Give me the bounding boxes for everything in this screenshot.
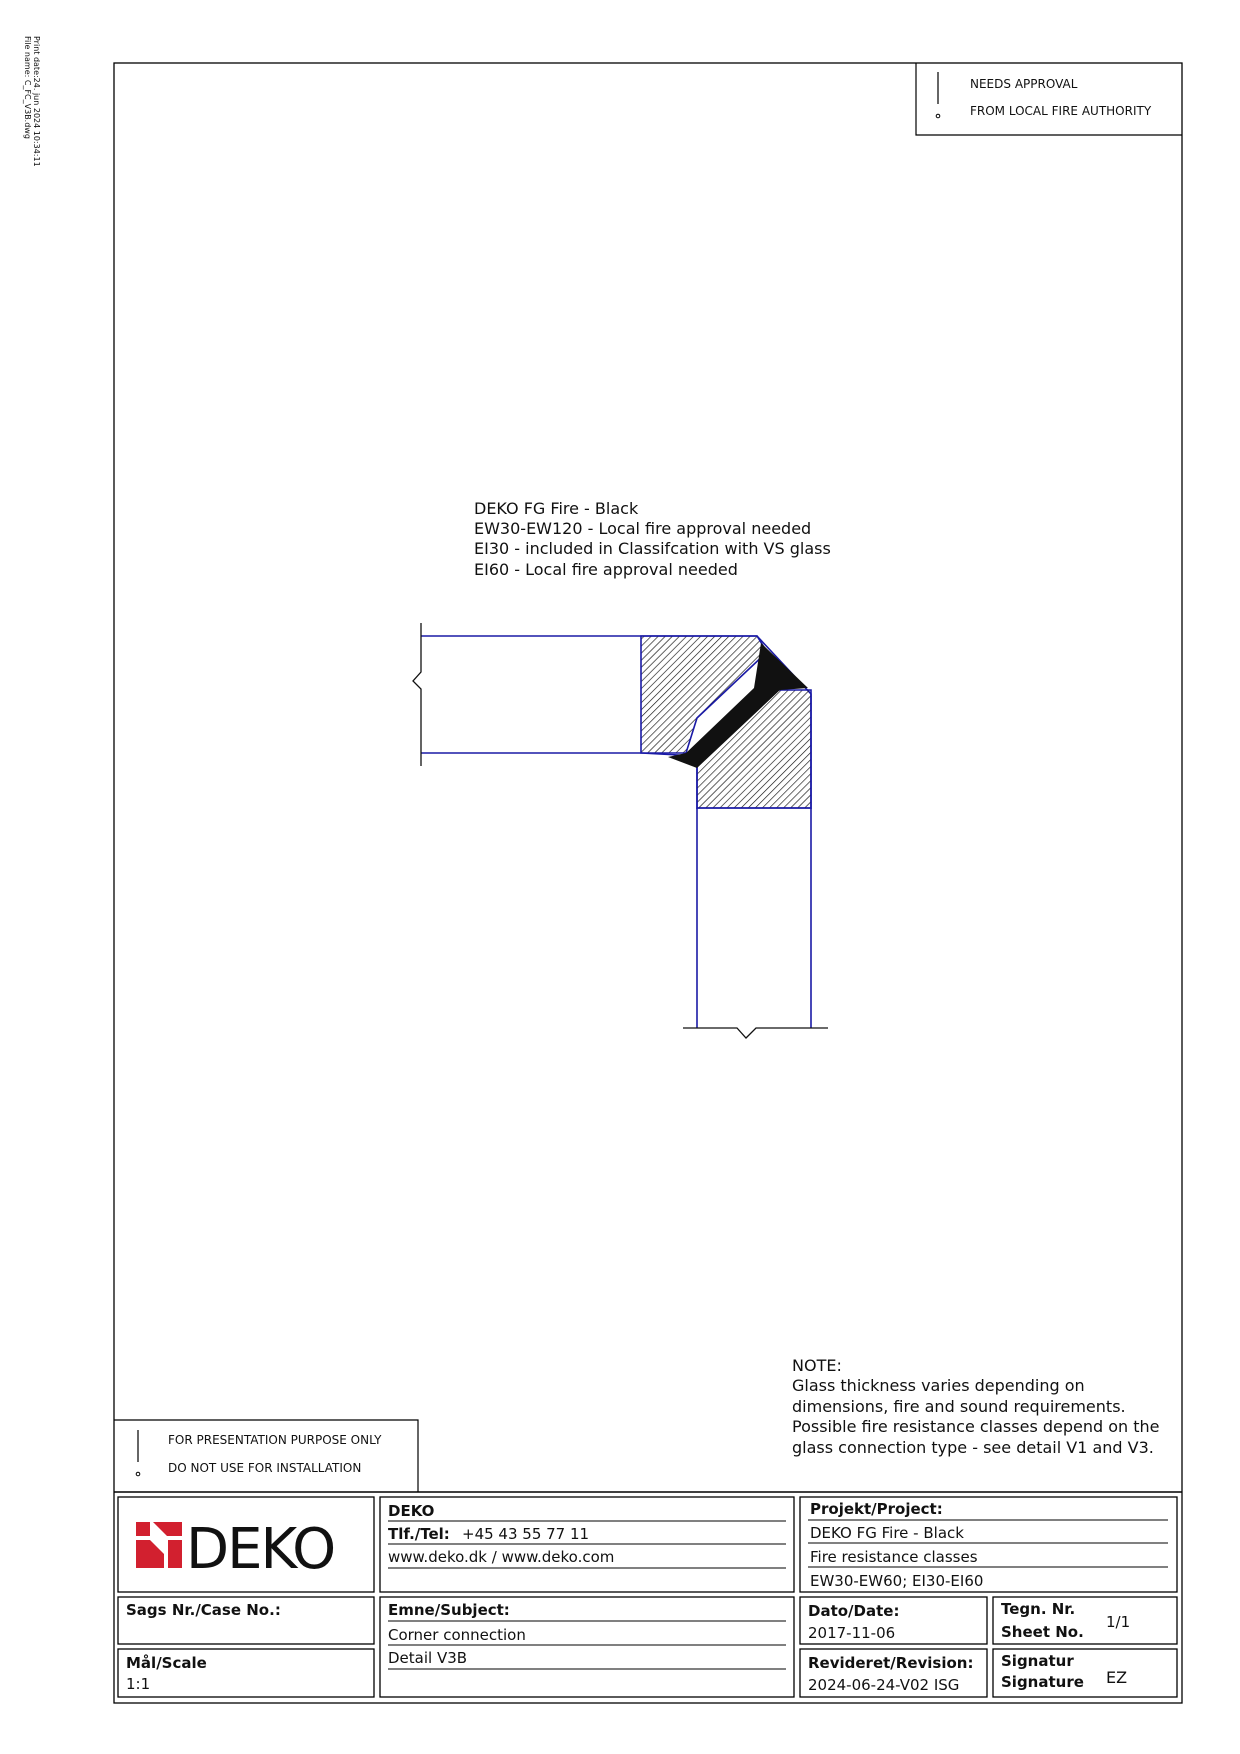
- signature-label-2: Signature: [1001, 1673, 1084, 1691]
- project-line-1: DEKO FG Fire - Black: [810, 1524, 964, 1542]
- note-line-2: dimensions, fire and sound requirements.: [792, 1397, 1126, 1416]
- phone-label: Tlf./Tel:: [388, 1525, 450, 1543]
- product-note-line-3: EI30 - included in Classifcation with VS glass: [474, 539, 831, 558]
- approval-box: [916, 63, 1182, 135]
- product-note-line-1: DEKO FG Fire - Black: [474, 499, 639, 518]
- company-web: www.deko.dk / www.deko.com: [388, 1548, 615, 1566]
- title-block: [114, 1492, 1182, 1697]
- presentation-line-1: FOR PRESENTATION PURPOSE ONLY: [168, 1433, 382, 1447]
- revision-label: Revideret/Revision:: [808, 1654, 974, 1672]
- case-label: Sags Nr./Case No.:: [126, 1601, 281, 1619]
- scale-label: Mål/Scale: [126, 1654, 207, 1672]
- product-note-line-4: EI60 - Local fire approval needed: [474, 560, 738, 579]
- project-line-2: Fire resistance classes: [810, 1548, 978, 1566]
- sheet-label-1: Tegn. Nr.: [1001, 1600, 1076, 1618]
- sheet-label-2: Sheet No.: [1001, 1623, 1084, 1641]
- note-line-1: Glass thickness varies depending on: [792, 1376, 1085, 1395]
- project-label: Projekt/Project:: [810, 1500, 943, 1518]
- file-name-text: File name: C_FC_V3B.dwg: [23, 36, 32, 139]
- deko-logo-mark-icon: [136, 1522, 182, 1568]
- subject-line-2: Detail V3B: [388, 1649, 468, 1667]
- approval-line-2: FROM LOCAL FIRE AUTHORITY: [970, 104, 1152, 118]
- phone-value: +45 43 55 77 11: [462, 1525, 590, 1543]
- presentation-box: [114, 1420, 418, 1492]
- company-name: DEKO: [388, 1502, 435, 1520]
- subject-line-1: Corner connection: [388, 1626, 526, 1644]
- date-value: 2017-11-06: [808, 1624, 896, 1642]
- break-line-bottom: [683, 1028, 828, 1038]
- print-date-text: Print date:24. jun 2024 10:34:11: [32, 36, 41, 167]
- date-label: Dato/Date:: [808, 1602, 900, 1620]
- subject-label: Emne/Subject:: [388, 1601, 510, 1619]
- product-note: [474, 499, 831, 579]
- scale-value: 1:1: [126, 1675, 151, 1693]
- signature-value: EZ: [1106, 1668, 1128, 1687]
- deko-logo: [136, 1517, 334, 1582]
- note-heading: NOTE:: [792, 1356, 842, 1375]
- general-note: [792, 1356, 1160, 1457]
- signature-label-1: Signatur: [1001, 1652, 1074, 1670]
- corner-connection-detail: [413, 623, 828, 1038]
- presentation-line-2: DO NOT USE FOR INSTALLATION: [168, 1461, 362, 1475]
- break-line-left: [413, 623, 421, 766]
- revision-value: 2024-06-24-V02 ISG: [808, 1676, 960, 1694]
- sheet-value: 1/1: [1106, 1613, 1131, 1631]
- approval-line-1: NEEDS APPROVAL: [970, 77, 1078, 91]
- note-line-4: glass connection type - see detail V1 and V3.: [792, 1438, 1154, 1457]
- glass-vertical-outline: [697, 808, 811, 1028]
- logo-text: DEKO: [186, 1517, 335, 1582]
- print-stamp: [23, 36, 41, 167]
- note-line-3: Possible fire resistance classes depend on the: [792, 1417, 1160, 1436]
- sheet-border: [114, 63, 1182, 1703]
- product-note-line-2: EW30-EW120 - Local fire approval needed: [474, 519, 812, 538]
- project-line-3: EW30-EW60; EI30-EI60: [810, 1572, 984, 1590]
